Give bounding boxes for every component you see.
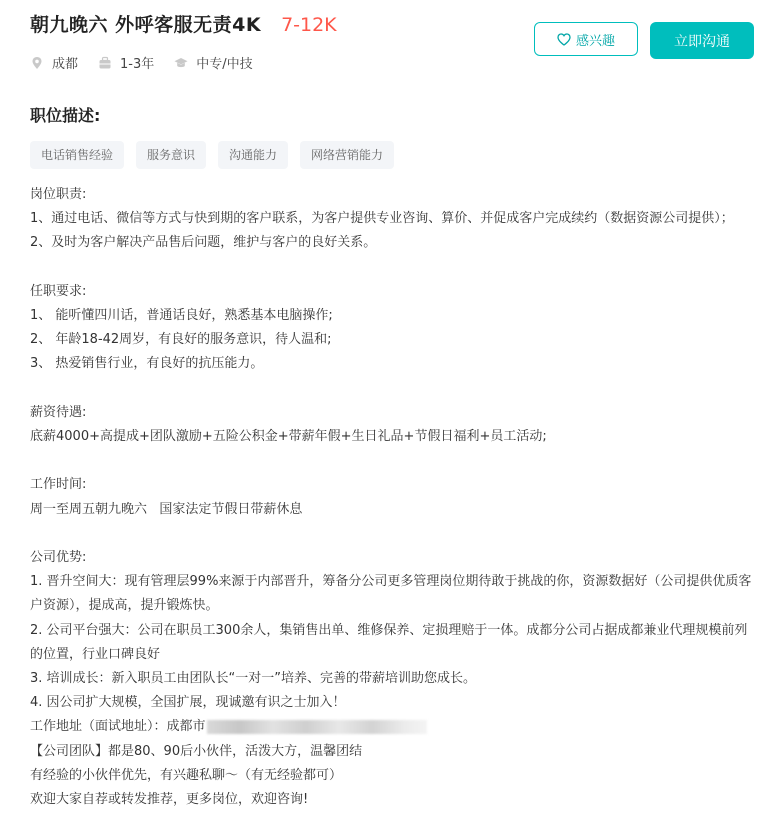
blurred-address: [207, 720, 427, 734]
desc-line: 3、 热爱销售行业，有良好的抗压能力。: [30, 356, 264, 372]
desc-line: 任职要求:: [30, 283, 87, 299]
skill-tag: 服务意识: [136, 141, 206, 169]
desc-line: 薪资待遇:: [30, 404, 87, 420]
skill-tag: 沟通能力: [218, 141, 288, 169]
briefcase-icon: [98, 56, 112, 70]
desc-line: 4. 因公司扩大规模，全国扩展，现诚邀有识之士加入！: [30, 695, 346, 711]
title-row: [30, 10, 337, 37]
heart-icon: [557, 33, 571, 46]
desc-line: 周一至周五朝九晚六 国家法定节假日带薪休息: [30, 501, 303, 517]
interest-button-label: 感兴趣: [575, 33, 615, 49]
education-text: 中专/中技: [196, 57, 253, 72]
location-text: 成都: [52, 57, 79, 72]
job-meta: [30, 53, 337, 72]
desc-line: 岗位职责:: [30, 187, 87, 202]
desc-line: [30, 377, 754, 401]
interest-button[interactable]: [534, 22, 638, 56]
meta-location: [30, 53, 78, 72]
graduation-cap-icon: [174, 56, 188, 70]
desc-line: [30, 522, 754, 546]
job-header: [30, 10, 337, 72]
desc-line: 2、及时为客户解决产品售后问题，维护与客户的良好关系。: [30, 235, 377, 251]
job-description: [30, 183, 754, 812]
salary: 7-12K: [281, 14, 337, 36]
meta-experience: [98, 53, 154, 72]
desc-line: 公司优势:: [30, 550, 87, 566]
meta-education: [174, 53, 252, 72]
desc-line: 工作时间:: [30, 477, 87, 493]
section-title: 职位描述:: [30, 106, 101, 125]
skill-tag: 电话销售经验: [30, 141, 124, 169]
desc-line: 1、通过电话、微信等方式与快到期的客户联系，为客户提供专业咨询、算价、并促成客户完成续约（数据资源公司提供）；: [30, 211, 734, 227]
experience-text: 1-3年: [120, 57, 155, 72]
desc-line: 2、 年龄18-42周岁，有良好的服务意识，待人温和;: [30, 332, 332, 348]
chat-now-button[interactable]: 立即沟通: [650, 22, 754, 59]
desc-line: [30, 449, 754, 473]
skill-tags: [30, 141, 406, 169]
skill-tag: 网络营销能力: [300, 141, 394, 169]
closing-line: 有经验的小伙伴优先，有兴趣私聊～（有无经验都可）: [30, 767, 343, 783]
desc-line: [30, 256, 754, 280]
address-label: 工作地址（面试地址）：成都市: [30, 719, 206, 735]
location-icon: [30, 56, 44, 70]
closing-line: 【公司团队】都是80、90后小伙伴，活泼大方，温馨团结: [30, 743, 363, 759]
desc-line: 1、 能听懂四川话，普通话良好，熟悉基本电脑操作;: [30, 308, 333, 324]
desc-line: 底薪4000+高提成+团队激励+五险公积金+带薪年假+生日礼品+节假日福利+员工活动;: [30, 429, 547, 445]
desc-line: 3. 培训成长：新入职员工由团队长“一对一”培养、完善的带薪培训助您成长。: [30, 671, 477, 687]
address-line: [30, 715, 754, 739]
job-title: 朝九晚六 外呼客服无责4K: [30, 14, 262, 36]
desc-line: 1. 晋升空间大：现有管理层99%来源于内部晋升，筹备分公司更多管理岗位期待敢于挑战的你，资源数据好（公司提供优质客户资源），提成高，提升锻炼快。: [30, 574, 752, 614]
closing-line: 欢迎大家自荐或转发推荐，更多岗位，欢迎咨询!: [30, 792, 309, 808]
desc-line: 2. 公司平台强大：公司在职员工300余人，集销售出单、维修保养、定损理赔于一体。成都分公司占据成都兼业代理规模前列的位置，行业口碑良好: [30, 622, 748, 662]
